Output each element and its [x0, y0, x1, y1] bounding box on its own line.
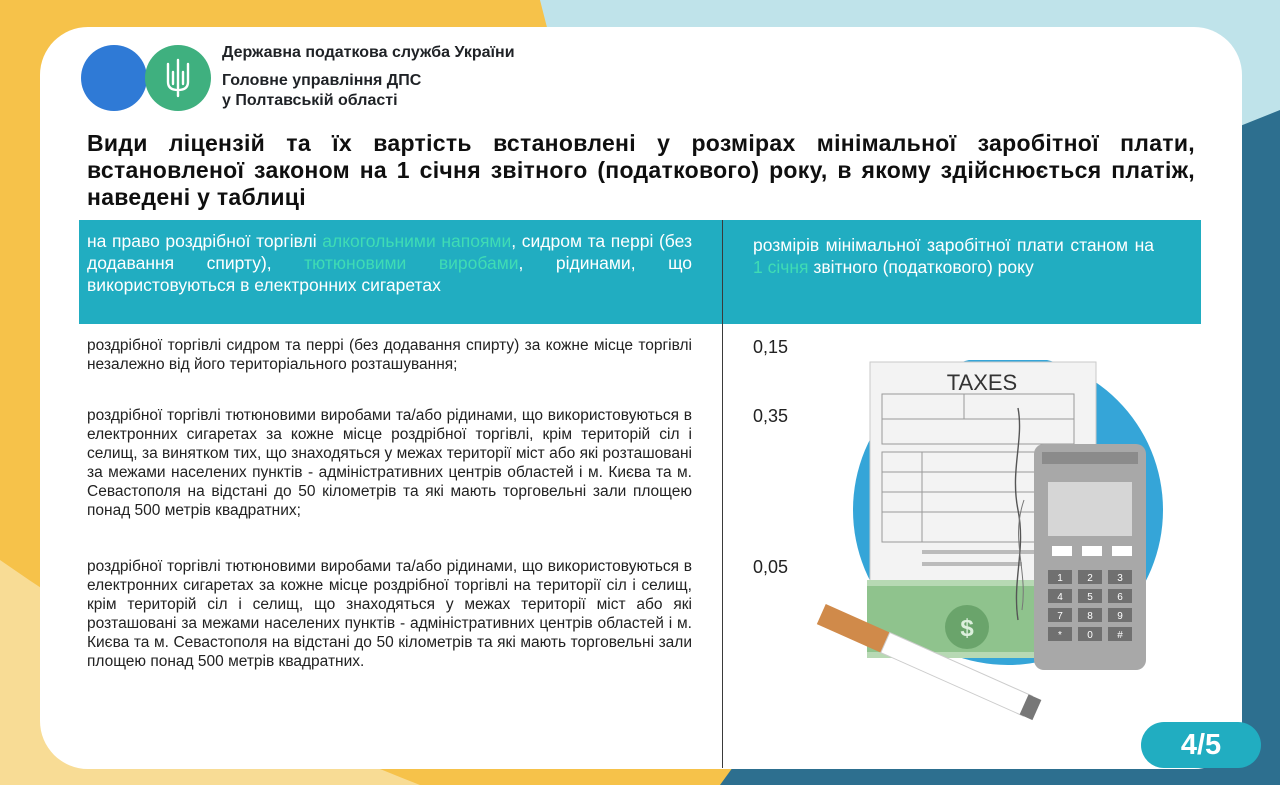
taxes-label: TAXES	[946, 370, 1018, 395]
logo-blue-circle	[81, 45, 147, 111]
keypad-key-label: 4	[1057, 592, 1063, 603]
column-divider	[722, 220, 723, 768]
table-row-tobacco-city-value: 0,35	[753, 406, 789, 426]
keypad-key-label: 7	[1057, 611, 1063, 622]
keypad-key-label: 0	[1087, 630, 1093, 641]
org-region: у Полтавській області	[222, 92, 398, 109]
table-row-cider-text: роздрібної торгівлі сидром та перрі (без додавання спирту) за кожне місце торгівлі незалежно від його територіального розташування;	[87, 337, 692, 373]
keypad-key-label: 8	[1087, 611, 1093, 622]
keypad-key-label: 9	[1117, 611, 1123, 622]
dollar-icon: $	[960, 615, 974, 642]
keypad-key-label: 6	[1117, 592, 1123, 603]
keypad-key-label: 1	[1057, 573, 1063, 584]
table-row-cider-value: 0,15	[753, 337, 789, 357]
keypad-key-label: *	[1058, 630, 1062, 641]
trident-logo-icon	[145, 45, 211, 111]
table-row-tobacco-village-value: 0,05	[753, 557, 789, 577]
taxes-illustration	[812, 360, 1172, 730]
keypad-key-label: 3	[1117, 573, 1123, 584]
keypad-key-label: #	[1117, 630, 1123, 641]
keypad-key-label: 5	[1087, 592, 1093, 603]
table-row-tobacco-village-text: роздрібної торгівлі тютюновими виробами та/або рідинами, що використовуються в електронних сигаретах за кожне місце роздрібної торгівлі на території сіл і селищ, крім територій сіл і селищ, що знаходяться у межах території міст або які розташовані за межами населених пунктів - адміністративних центрів областей і м. Києва та м. Севастополя на відстані до 50 кілометрів та які мають торговельні зали площею понад 500 метрів квадратних.	[87, 558, 692, 670]
page-indicator: 4/5	[1141, 722, 1261, 768]
org-name: Державна податкова служба України	[222, 44, 515, 61]
keypad-key-label: 2	[1087, 573, 1093, 584]
table-row-tobacco-city-text: роздрібної торгівлі тютюновими виробами та/або рідинами, що використовуються в електронних сигаретах за кожне місце роздрібної торгівлі, крім територій сіл і селищ, за винятком тих, що знаходяться у межах території міст або які розташовані за межами населених пунктів - адміністративних центрів областей і м. Києва та м. Севастополя на відстані до 50 кілометрів та які мають торговельні зали площею понад 500 метрів квадратних;	[87, 407, 692, 519]
table-header-cost: розмірів мінімальної заробітної плати станом на 1 січня звітного (податкового) року	[753, 235, 1154, 277]
org-department: Головне управління ДПС	[222, 72, 422, 89]
page-title: Види ліцензій та їх вартість встановлені у розмірах мінімальної заробітної плати, встановленої законом на 1 січня звітного (податкового) року, в якому здійснюється платіж, наведені у таблиці	[87, 130, 1195, 210]
table-header-license-type: на право роздрібної торгівлі алкогольними напоями, сидром та перрі (без додавання спирту), тютюновими виробами, рідинами, що використовуються в електронних сигаретах	[87, 231, 693, 295]
